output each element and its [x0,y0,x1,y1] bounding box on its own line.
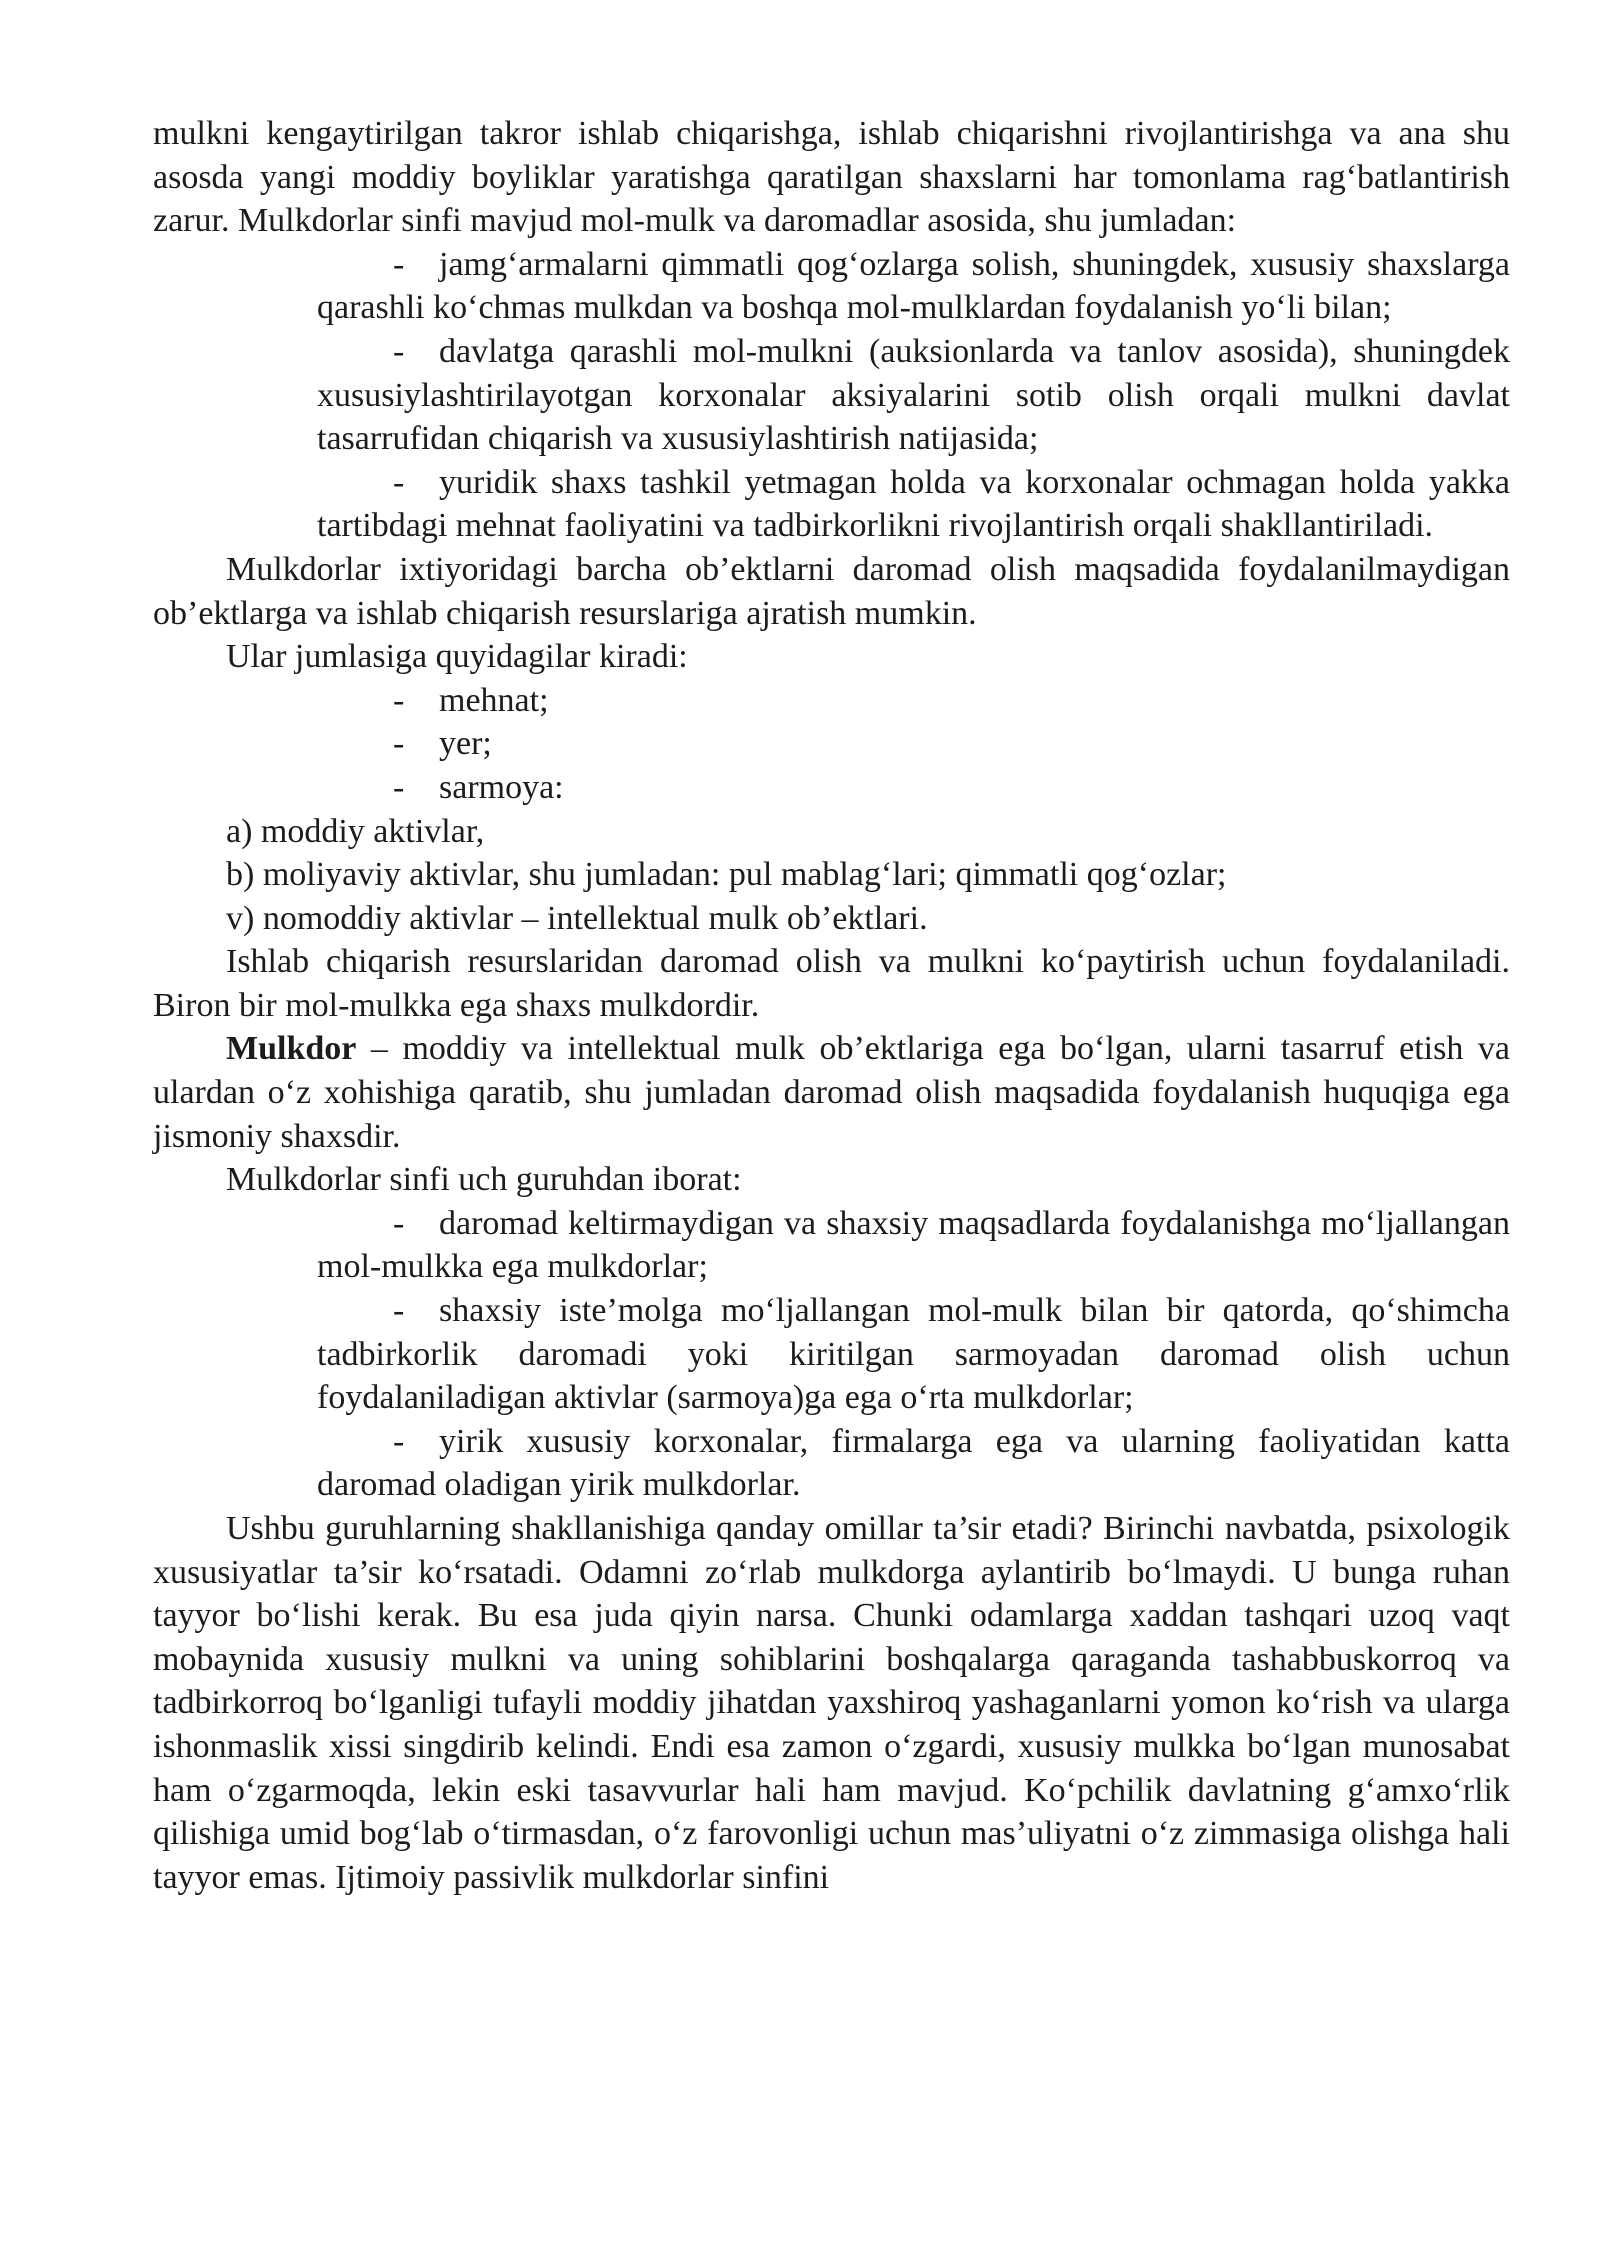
dash-marker: - [393,681,405,719]
definition-text: – moddiy va intellektual mulk ob’ektlariga ega bo‘lgan, ularni tasarruf etish va ulardan o‘z xohishiga qaratib, shu jumladan daromad olish maqsadida foydalanish huquqiga ega jismoniy shaxsdir. [153,1030,1510,1155]
dash-marker: - [393,768,405,806]
asset-list-item: v) nomoddiy aktivlar – intellektual mulk ob’ektlari. [226,899,928,937]
groups-item-text: shaxsiy iste’molga mo‘ljallangan mol-mulk bilan bir qatorda, qo‘shimcha tadbirkorlik daromadi yoki kiritilgan sarmoyadan daromad olish uchun foydalaniladigan aktivlar (sarmoya)ga ega o‘rta mulkdorlar; [317,1292,1510,1417]
resource-list-item [153,722,1510,766]
usage-paragraph: Ishlab chiqarish resurslaridan daromad olish va mulkni ko‘paytirish uchun foydalaniladi. Biron bir mol-mulkka ega shaxs mulkdordir. [153,943,1510,1024]
resource-list-item [153,679,1510,723]
dash-marker: - [393,332,405,370]
groups-list-item [153,1202,1510,1289]
list-intro-paragraph: Ular jumlasiga quyidagilar kiradi: [226,638,688,676]
document-page [153,112,1510,1899]
ways-item-text: davlatga qarashli mol-mulkni (auksionlarda va tanlov asosida), shuningdek xususiylashtirilayotgan korxonalar aksiyalarini sotib olish orqali mulkni davlat tasarrufidan chiqarish va xususiylashtirish natijasida; [317,332,1510,458]
definition-paragraph [153,1027,1510,1158]
resource-item-text: sarmoya: [439,768,564,806]
resource-item-text: yer; [439,725,492,763]
resource-list-item [153,766,1510,810]
dash-marker: - [393,1422,405,1460]
groups-item-text: daromad keltirmaydigan va shaxsiy maqsadlarda foydalanishga mo‘ljallangan mol-mulkka ega mulkdorlar; [317,1204,1510,1286]
objects-paragraph: Mulkdorlar ixtiyoridagi barcha ob’ektlarni daromad olish maqsadida foydalanilmaydigan ob’ektlarga va ishlab chiqarish resurslariga ajratish mumkin. [153,550,1510,632]
intro-paragraph: mulkni kengaytirilgan takror ishlab chiqarishga, ishlab chiqarishni rivojlantirishga va ana shu asosda yangi moddiy boyliklar yaratishga qaratilgan shaxslarni har tomonlama rag‘batlantirish zarur. Mulkdorlar sinfi mavjud mol-mulk va daromadlar asosida, shu jumladan: [153,115,1510,240]
ways-list-item [153,243,1510,330]
ways-list-item [153,330,1510,461]
groups-list-item [153,1289,1510,1420]
dash-marker: - [393,725,405,763]
groups-list-item [153,1420,1510,1507]
dash-marker: - [393,1204,405,1242]
groups-item-text: yirik xususiy korxonalar, firmalarga ega va ularning faoliyatidan katta daromad oladigan yirik mulkdorlar. [317,1422,1510,1504]
definition-term: Mulkdor [226,1030,357,1068]
closing-paragraph: Ushbu guruhlarning shakllanishiga qanday omillar ta’sir etadi? Birinchi navbatda, psixologik xususiyatlar ta’sir ko‘rsatadi. Odamni zo‘rlab mulkdorga aylantirib bo‘lmaydi. U bunga ruhan tayyor bo‘lishi kerak. Bu esa juda qiyin narsa. Chunki odamlarga xaddan tashqari uzoq vaqt mobaynida xususiy mulkni va uning sohiblarini boshqalarga qaraganda tashabbuskorroq va tadbirkorroq bo‘lganligi tufayli moddiy jihatdan yaxshiroq yashaganlarni yomon ko‘rish va ularga ishonmaslik xissi singdirib kelindi. Endi esa zamon o‘zgardi, xususiy mulkka bo‘lgan munosabat ham o‘zgarmoqda, lekin eski tasavvurlar hali ham mavjud. Ko‘pchilik davlatning g‘amxo‘rlik qilishiga umid bog‘lab o‘tirmasdan, o‘z farovonligi uchun mas’uliyatni o‘z zimmasiga olishga hali tayyor emas. Ijtimoiy passivlik mulkdorlar sinfini [153,1510,1510,1896]
asset-list-item: b) moliyaviy aktivlar, shu jumladan: pul mablag‘lari; qimmatli qog‘ozlar; [226,856,1227,894]
dash-marker: - [393,1292,405,1330]
dash-marker: - [393,463,405,501]
groups-intro-paragraph: Mulkdorlar sinfi uch guruhdan iborat: [226,1161,742,1199]
resource-item-text: mehnat; [439,681,549,719]
ways-list-item [153,461,1510,548]
asset-list-item: a) moddiy aktivlar, [226,812,485,850]
ways-item-text: jamg‘armalarni qimmatli qog‘ozlarga solish, shuningdek, xususiy shaxslarga qarashli ko‘chmas mulkdan va boshqa mol-mulklardan foydalanish yo‘li bilan; [317,245,1510,327]
ways-item-text: yuridik shaxs tashkil yetmagan holda va korxonalar ochmagan holda yakka tartibdagi mehnat faoliyatini va tadbirkorlikni rivojlantirish orqali shakllantiriladi. [317,463,1510,545]
dash-marker: - [393,245,405,283]
